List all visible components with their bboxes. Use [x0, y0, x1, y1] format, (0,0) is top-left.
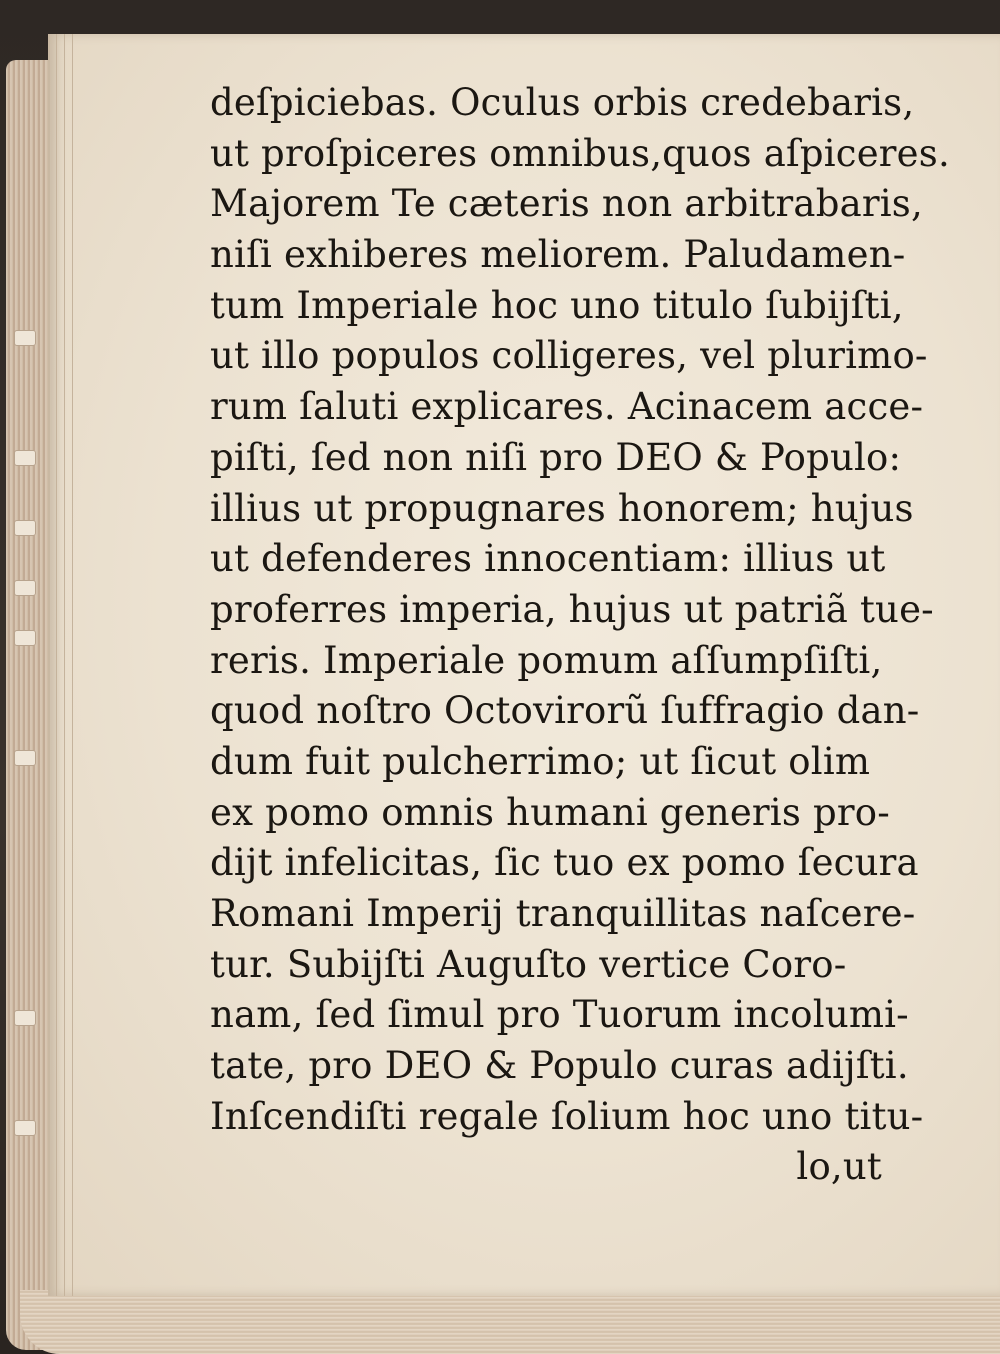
text-line: ut proſpiceres omnibus,quos aſpiceres. — [210, 131, 950, 175]
text-line: niſi exhiberes meliorem. Paludamen- — [210, 233, 906, 277]
text-line: reris. Imperiale pomum aſſumpſiſti, — [210, 638, 883, 682]
text-line: Inſcendiſti regale ſolium hoc uno titu- — [210, 1094, 924, 1138]
page-tab — [14, 450, 36, 466]
page-tab — [14, 580, 36, 596]
body-text — [210, 78, 970, 1193]
text-line: tate, pro DEO & Populo curas adijſti. — [210, 1044, 909, 1088]
page-edge-line — [56, 34, 57, 1296]
text-line: dijt infelicitas, ſic tuo ex pomo ſecura — [210, 841, 919, 885]
catchword: lo,ut — [796, 1145, 882, 1189]
text-line: tur. Subijſti Auguſto vertice Coro- — [210, 942, 847, 986]
page-tab — [14, 1010, 36, 1026]
text-line: rum ſaluti explicares. Acinacem acce- — [210, 385, 924, 429]
text-line: proferres imperia, hujus ut patriã tue- — [210, 587, 934, 631]
text-line: ut illo populos colligeres, vel plurimo- — [210, 334, 928, 378]
page-tab — [14, 330, 36, 346]
text-line: quod noſtro Octovirorũ ſuffragio dan- — [210, 689, 920, 733]
book-bottom-edge — [20, 1290, 1000, 1354]
text-line: illius ut propugnares honorem; hujus — [210, 486, 914, 530]
text-line: deſpiciebas. Oculus orbis credebaris, — [210, 81, 915, 124]
page-tab — [14, 630, 36, 646]
text-line: ex pomo omnis humani generis pro- — [210, 790, 890, 834]
text-line: dum fuit pulcherrimo; ut ſicut olim — [210, 739, 871, 783]
page-edge-line — [64, 34, 65, 1296]
text-line: Romani Imperij tranquillitas naſcere- — [210, 892, 916, 935]
text-line: Majorem Te cæteris non arbitrabaris, — [210, 182, 923, 226]
text-line: ut defenderes innocentiam: illius ut — [210, 537, 886, 581]
page-tab — [14, 520, 36, 536]
text-line: nam, ſed ſimul pro Tuorum incolumi- — [210, 993, 909, 1037]
text-line: piſti, ſed non niſi pro DEO & Populo: — [210, 435, 902, 479]
text-line: tum Imperiale hoc uno titulo ſubijſti, — [210, 283, 904, 327]
page-edge-line — [72, 34, 73, 1296]
page-tab — [14, 750, 36, 766]
page-tab — [14, 1120, 36, 1136]
